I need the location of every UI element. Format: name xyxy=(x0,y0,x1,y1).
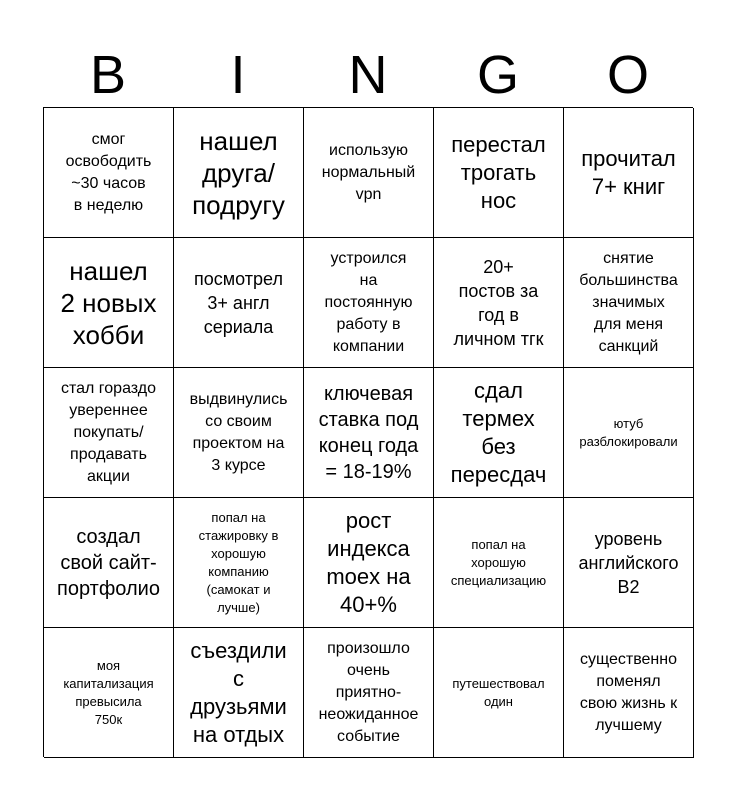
bingo-cell-r2c3[interactable] xyxy=(304,238,434,368)
bingo-cell-text: уровень английского B2 xyxy=(578,528,679,597)
bingo-cell-text: нашел 2 новых хобби xyxy=(60,255,157,350)
bingo-cell-r4c2[interactable] xyxy=(174,498,304,628)
bingo-cell-r4c4[interactable] xyxy=(434,498,564,628)
bingo-card-grid xyxy=(43,107,693,757)
bingo-cell-text: ключевая ставка под конец года = 18-19% xyxy=(318,382,419,483)
bingo-cell-text: рост индекса moex на 40+% xyxy=(326,507,411,617)
bingo-cell-r5c5[interactable] xyxy=(564,628,694,758)
bingo-cell-text: попал на стажировку в хорошую компанию (самокат и лучше) xyxy=(198,509,279,615)
bingo-cell-r3c5[interactable] xyxy=(564,368,694,498)
bingo-cell-text: моя капитализация превысила 750к xyxy=(63,657,154,727)
bingo-cell-text: существенно поменял свою жизнь к лучшему xyxy=(579,650,678,734)
bingo-cell-r5c4[interactable] xyxy=(434,628,564,758)
bingo-cell-r2c5[interactable] xyxy=(564,238,694,368)
header-letter-g: G xyxy=(476,45,519,105)
bingo-cell-r5c2[interactable] xyxy=(174,628,304,758)
bingo-header xyxy=(43,42,693,108)
bingo-cell-r4c1[interactable] xyxy=(44,498,174,628)
bingo-cell-r3c3[interactable] xyxy=(304,368,434,498)
bingo-cell-text: прочитал 7+ книг xyxy=(581,145,676,199)
bingo-cell-r3c1[interactable] xyxy=(44,368,174,498)
bingo-cell-r2c4[interactable] xyxy=(434,238,564,368)
bingo-cell-text: снятие большинства значимых для меня санкций xyxy=(579,249,678,355)
bingo-cell-text: съездили с друзьями на отдых xyxy=(190,637,287,747)
bingo-cell-text: ютуб разблокировали xyxy=(579,415,678,449)
bingo-cell-text: смог освободить ~30 часов в неделю xyxy=(65,130,152,214)
bingo-cell-r4c5[interactable] xyxy=(564,498,694,628)
bingo-cell-text: создал свой сайт- портфолио xyxy=(57,525,160,600)
bingo-cell-r2c2[interactable] xyxy=(174,238,304,368)
header-letter-b: B xyxy=(89,45,127,105)
bingo-cell-text: путешествовал один xyxy=(452,675,545,709)
bingo-cell-text: 20+ постов за год в личном тгк xyxy=(453,256,544,349)
bingo-cell-r1c4[interactable] xyxy=(434,108,564,238)
bingo-cell-r2c1[interactable] xyxy=(44,238,174,368)
header-letter-o: O xyxy=(606,45,649,105)
bingo-cell-text: произошло очень приятно- неожиданное событие xyxy=(318,639,419,745)
bingo-cell-r5c3[interactable] xyxy=(304,628,434,758)
bingo-cell-text: стал гораздо увереннее покупать/ продавать акции xyxy=(60,379,157,485)
bingo-cell-r3c2[interactable] xyxy=(174,368,304,498)
bingo-cell-text: перестал трогать нос xyxy=(451,131,546,213)
bingo-cell-text: использую нормальный vpn xyxy=(321,141,416,203)
bingo-cell-r1c5[interactable] xyxy=(564,108,694,238)
bingo-cell-text: попал на хорошую специализацию xyxy=(450,536,547,588)
bingo-cell-r3c4[interactable] xyxy=(434,368,564,498)
header-letter-i: I xyxy=(230,45,246,105)
bingo-cell-r1c1[interactable] xyxy=(44,108,174,238)
header-letter-n: N xyxy=(348,45,388,105)
bingo-cell-r1c3[interactable] xyxy=(304,108,434,238)
bingo-cell-text: посмотрел 3+ англ сериала xyxy=(194,268,283,337)
bingo-cell-r4c3[interactable] xyxy=(304,498,434,628)
bingo-cell-r1c2[interactable] xyxy=(174,108,304,238)
bingo-cell-text: выдвинулись со своим проектом на 3 курсе xyxy=(189,390,288,474)
bingo-cell-text: устроился на постоянную работу в компании xyxy=(324,249,413,355)
bingo-cell-text: нашел друга/ подругу xyxy=(192,125,285,220)
bingo-cell-r5c1[interactable] xyxy=(44,628,174,758)
bingo-cell-text: сдал термех без пересдач xyxy=(450,377,547,487)
